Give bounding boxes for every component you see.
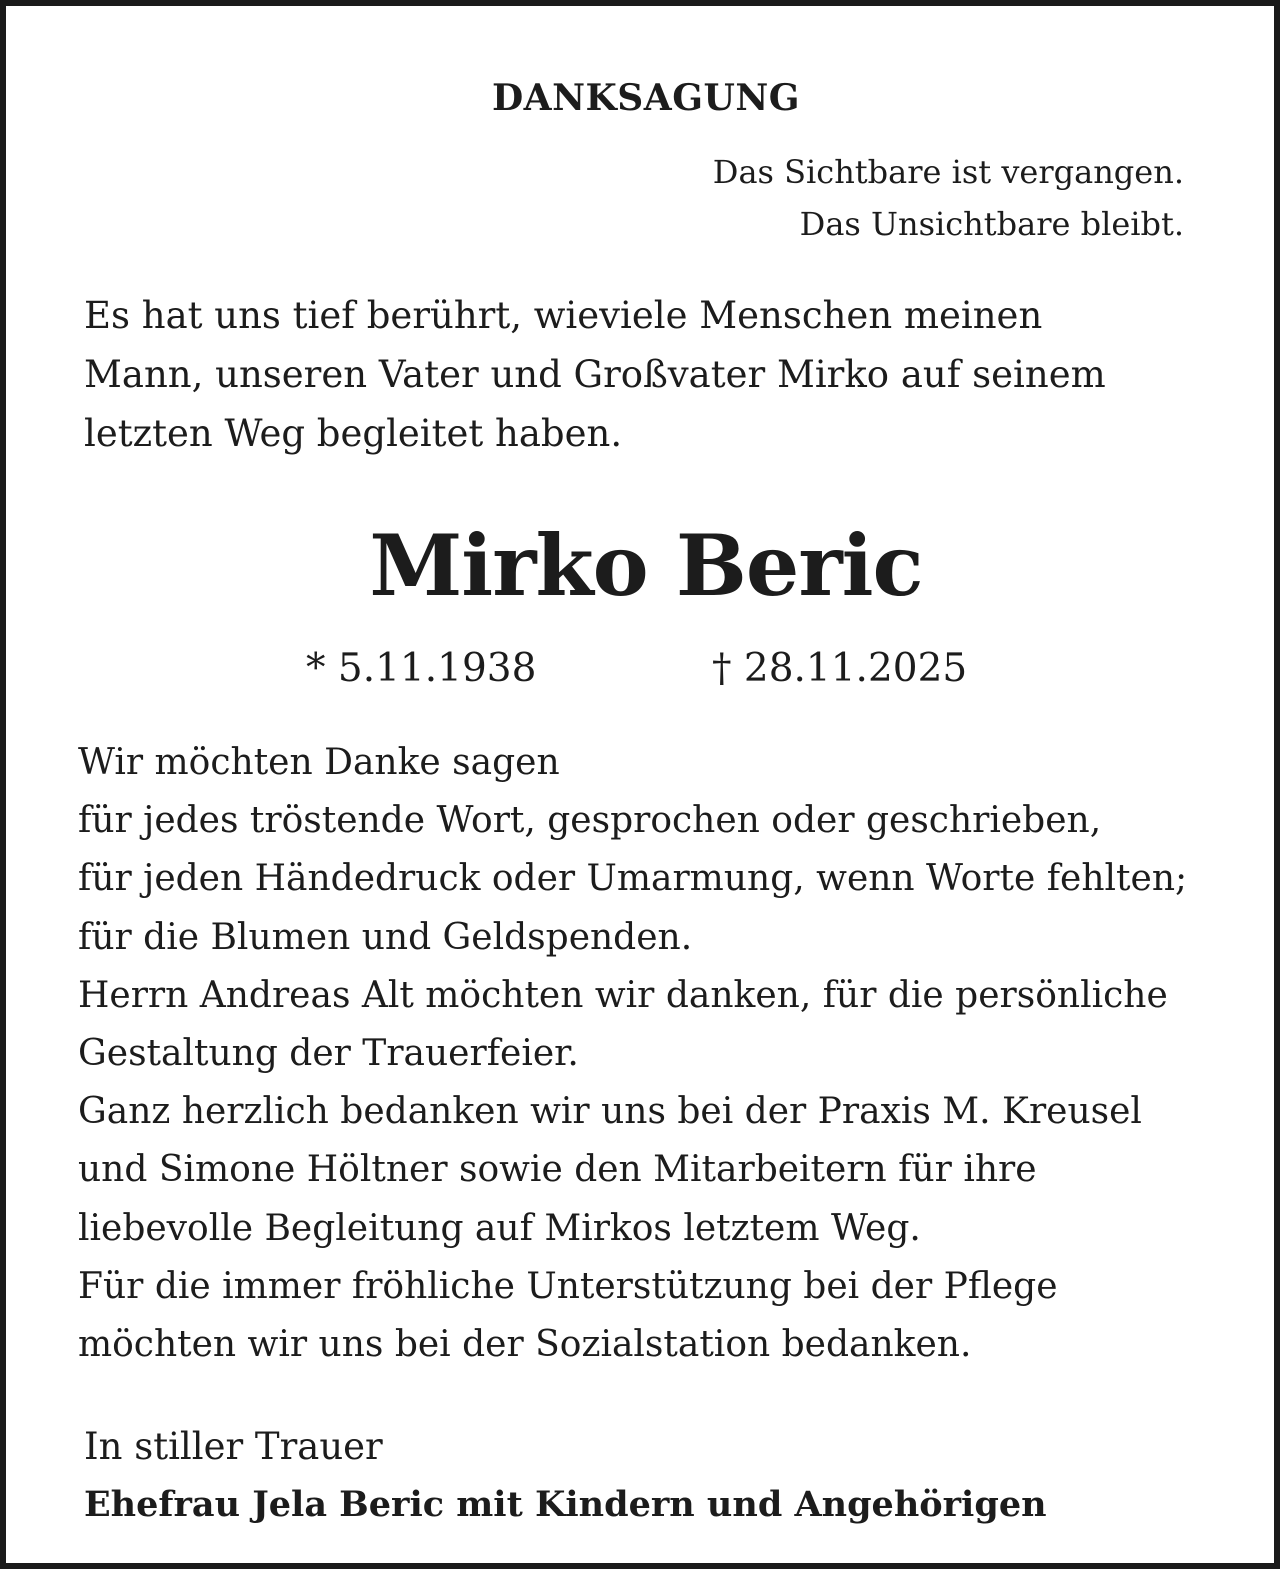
intro-line: Es hat uns tief berührt, wieviele Menschen meinen xyxy=(84,294,1043,337)
thanks-line: und Simone Höltner sowie den Mitarbeitern für ihre xyxy=(78,1149,1037,1191)
intro-paragraph xyxy=(84,286,1214,463)
thanks-line: für jedes tröstende Wort, gesprochen oder geschrieben, xyxy=(78,800,1102,842)
thanks-line: Gestaltung der Trauerfeier. xyxy=(78,1033,579,1075)
motto-line: Das Unsichtbare bleibt. xyxy=(799,205,1184,243)
intro-line: letzten Weg begleitet haben. xyxy=(84,412,623,455)
thanks-line: für die Blumen und Geldspenden. xyxy=(78,916,693,958)
closing-block xyxy=(84,1418,1234,1534)
death-date: † 28.11.2025 xyxy=(712,646,968,691)
thanks-line: Ganz herzlich bedanken wir uns bei der Praxis M. Kreusel xyxy=(78,1091,1142,1133)
thanks-line: Für die immer fröhliche Unterstützung bei der Pflege xyxy=(78,1265,1058,1307)
thanks-line: Wir möchten Danke sagen xyxy=(78,742,560,783)
deceased-name: Mirko Beric xyxy=(369,516,923,615)
closing-phrase: In stiller Trauer xyxy=(84,1425,383,1468)
intro-line: Mann, unseren Vater und Großvater Mirko auf seinem xyxy=(84,353,1106,396)
motto-line: Das Sichtbare ist vergangen. xyxy=(712,153,1184,191)
notice-heading: DANKSAGUNG xyxy=(491,77,801,119)
thanks-line: liebevolle Begleitung auf Mirkos letztem Weg. xyxy=(78,1207,921,1249)
motto-quote xyxy=(584,146,1184,250)
family-signature: Ehefrau Jela Beric mit Kindern und Angehörigen xyxy=(84,1484,1047,1525)
thanks-line: möchten wir uns bei der Sozialstation bedanken. xyxy=(78,1324,972,1366)
thanks-paragraph xyxy=(78,734,1238,1374)
thanks-line: für jeden Händedruck oder Umarmung, wenn Worte fehlten; xyxy=(78,858,1188,900)
thanks-line: Herrn Andreas Alt möchten wir danken, für die persönliche xyxy=(78,974,1168,1016)
birth-date: * 5.11.1938 xyxy=(306,646,537,691)
